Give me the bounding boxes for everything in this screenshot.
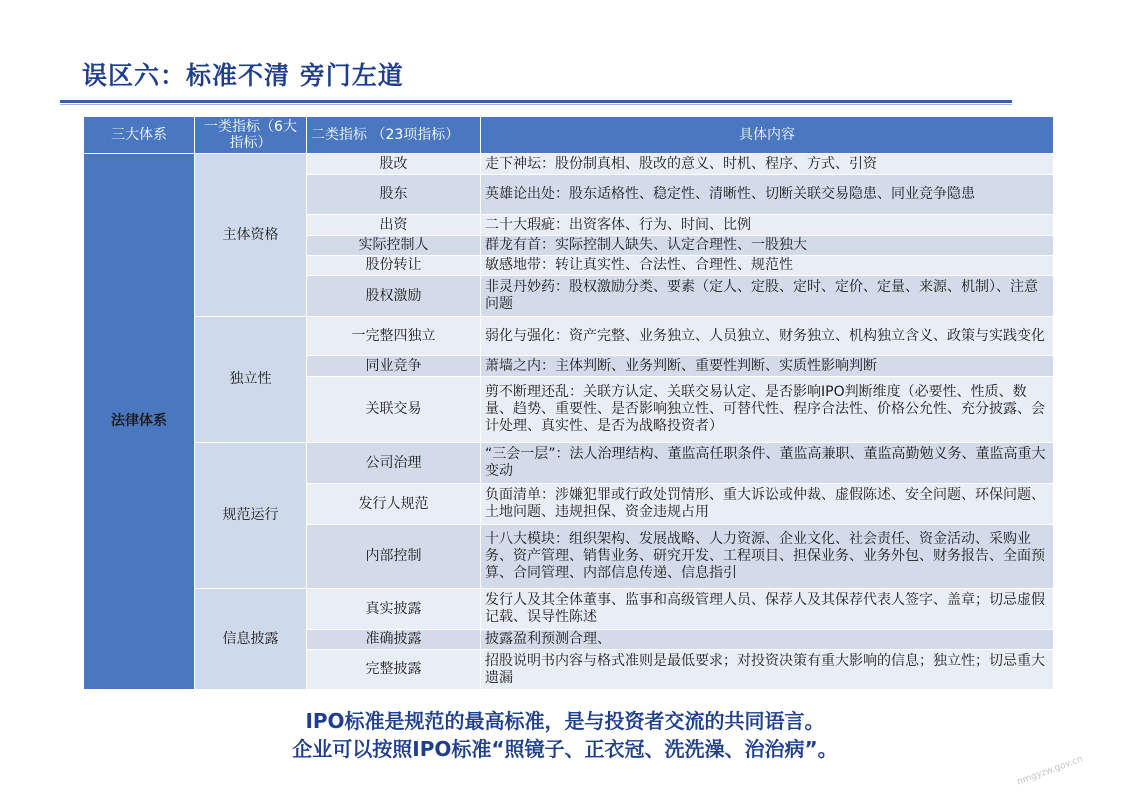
content-cell: 发行人及其全体董事、监事和高级管理人员、保荐人及其保荐代表人签字、盖章；切忌虚假记载、误导性陈述 xyxy=(481,589,1054,630)
category-cell: 信息披露 xyxy=(195,589,307,690)
table-row xyxy=(84,317,1054,356)
content-cell: 群龙有首：实际控制人缺失、认定合理性、一股独大 xyxy=(481,236,1054,256)
indicator-cell: 一完整四独立 xyxy=(307,317,481,356)
header-primary-indicator: 一类指标（6大指标） xyxy=(195,117,307,154)
indicator-cell: 完整披露 xyxy=(307,650,481,690)
indicator-cell: 准确披露 xyxy=(307,630,481,650)
category-cell: 规范运行 xyxy=(195,443,307,589)
table-row xyxy=(84,589,1054,630)
indicator-cell: 同业竞争 xyxy=(307,356,481,377)
header-system: 三大体系 xyxy=(84,117,195,154)
footer-line-2: 企业可以按照IPO标准“照镜子、正衣冠、洗洗澡、治治病”。 xyxy=(292,737,838,761)
system-cell: 法律体系 xyxy=(84,154,195,690)
indicator-cell: 真实披露 xyxy=(307,589,481,630)
content-cell: 招股说明书内容与格式准则是最低要求；对投资决策有重大影响的信息；独立性；切忌重大遗漏 xyxy=(481,650,1054,690)
indicator-cell: 股改 xyxy=(307,154,481,175)
content-cell: “三会一层”：法人治理结构、董监高任职条件、董监高兼职、董监高勤勉义务、董监高重大变动 xyxy=(481,443,1054,484)
category-cell: 主体资格 xyxy=(195,154,307,317)
page-title: 误区六：标准不清 旁门左道 xyxy=(82,61,404,90)
content-cell: 二十大瑕疵：出资客体、行为、时间、比例 xyxy=(481,215,1054,236)
indicator-cell: 发行人规范 xyxy=(307,484,481,525)
indicator-cell: 关联交易 xyxy=(307,377,481,443)
header-content: 具体内容 xyxy=(481,117,1054,154)
content-cell: 剪不断理还乱：关联方认定、关联交易认定、是否影响IPO判断维度（必要性、性质、数量、趋势、重要性、是否影响独立性、可替代性、程序合法性、价格公允性、充分披露、会计处理、真实性、是否为战略投资者） xyxy=(481,377,1054,443)
table-row xyxy=(84,154,1054,175)
watermark: nmgyzw.gov.cn xyxy=(1016,754,1085,788)
indicator-cell: 股份转让 xyxy=(307,256,481,276)
title-divider-thin xyxy=(60,104,1012,105)
content-cell: 披露盈利预测合理、 xyxy=(481,630,1054,650)
indicator-cell: 实际控制人 xyxy=(307,236,481,256)
indicator-cell: 股权激励 xyxy=(307,276,481,317)
content-cell: 弱化与强化：资产完整、业务独立、人员独立、财务独立、机构独立含义、政策与实践变化 xyxy=(481,317,1054,356)
category-cell: 独立性 xyxy=(195,317,307,443)
content-cell: 萧墙之内：主体判断、业务判断、重要性判断、实质性影响判断 xyxy=(481,356,1054,377)
indicator-cell: 公司治理 xyxy=(307,443,481,484)
table-header-row xyxy=(84,117,1054,154)
header-secondary-indicator: 二类指标 （23项指标） xyxy=(307,117,481,154)
content-cell: 走下神坛：股份制真相、股改的意义、时机、程序、方式、引资 xyxy=(481,154,1054,175)
content-cell: 非灵丹妙药：股权激励分类、要素（定人、定股、定时、定价、定量、来源、机制）、注意问题 xyxy=(481,276,1054,317)
footer-line-1: IPO标准是规范的最高标准，是与投资者交流的共同语言。 xyxy=(305,709,825,733)
title-divider xyxy=(60,100,1012,103)
content-cell: 敏感地带：转让真实性、合法性、合理性、规范性 xyxy=(481,256,1054,276)
ipo-standards-table xyxy=(83,116,1054,690)
content-cell: 英雄论出处：股东适格性、稳定性、清晰性、切断关联交易隐患、同业竞争隐患 xyxy=(481,175,1054,215)
content-cell: 负面清单：涉嫌犯罪或行政处罚情形、重大诉讼或仲裁、虚假陈述、安全问题、环保问题、土地问题、违规担保、资金违规占用 xyxy=(481,484,1054,525)
indicator-cell: 出资 xyxy=(307,215,481,236)
table-row xyxy=(84,443,1054,484)
content-cell: 十八大模块：组织架构、发展战略、人力资源、企业文化、社会责任、资金活动、采购业务、资产管理、销售业务、研究开发、工程项目、担保业务、业务外包、财务报告、全面预算、合同管理、内部信息传递、信息指引 xyxy=(481,525,1054,589)
indicator-cell: 内部控制 xyxy=(307,525,481,589)
indicator-cell: 股东 xyxy=(307,175,481,215)
